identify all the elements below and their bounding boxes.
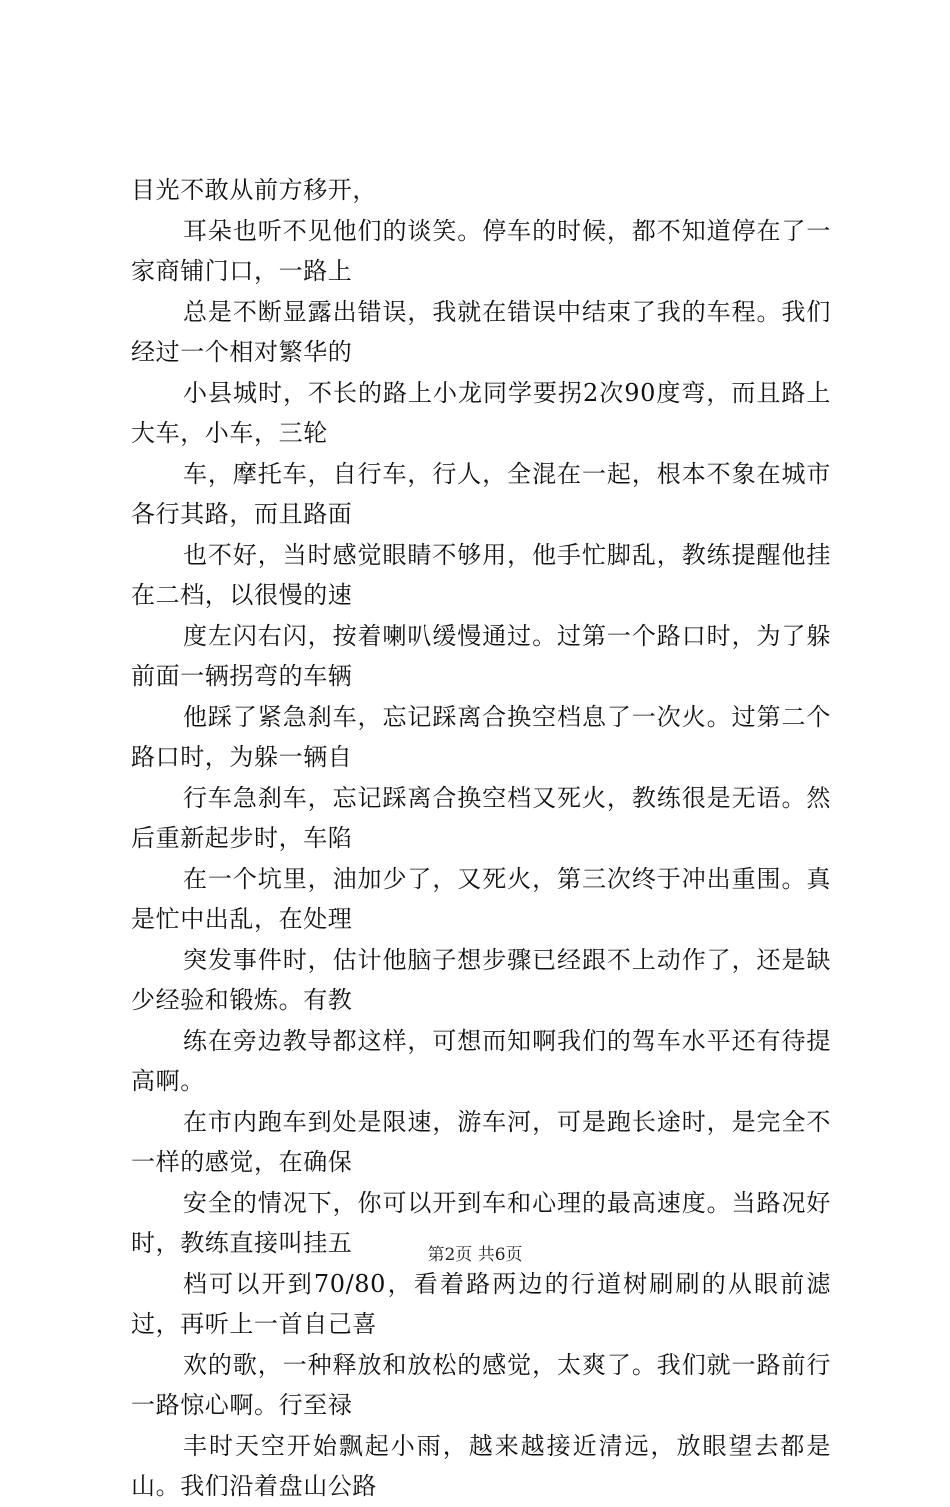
paragraph: 度左闪右闪，按着喇叭缓慢通过。过第一个路口时，为了躲前面一辆拐弯的车辆	[131, 621, 831, 690]
paragraph: 欢的歌，一种释放和放松的感觉，太爽了。我们就一路前行一路惊心啊。行至禄	[131, 1350, 831, 1419]
paragraph: 他踩了紧急刹车，忘记踩离合换空档息了一次火。过第二个路口时，为躲一辆自	[131, 702, 831, 771]
paragraph: 车，摩托车，自行车，行人，全混在一起，根本不象在城市各行其路，而且路面	[131, 459, 831, 528]
paragraph: 在市内跑车到处是限速，游车河，可是跑长途时，是完全不一样的感觉，在确保	[131, 1107, 831, 1176]
paragraph: 练在旁边教导都这样，可想而知啊我们的驾车水平还有待提高啊。	[131, 1026, 831, 1095]
paragraph: 丰时天空开始飘起小雨，越来越接近清远，放眼望去都是山。我们沿着盘山公路	[131, 1431, 831, 1500]
page-number-label: 第2页 共6页	[427, 1245, 523, 1265]
paragraph: 行车急刹车，忘记踩离合换空档又死火，教练很是无语。然后重新起步时，车陷	[131, 783, 831, 852]
paragraph: 目光不敢从前方移开，	[131, 176, 377, 204]
body-text	[131, 170, 831, 1507]
paragraph: 耳朵也听不见他们的谈笑。停车的时候，都不知道停在了一家商铺门口，一路上	[131, 216, 831, 285]
paragraph: 安全的情况下，你可以开到车和心理的最高速度。当路况好时，教练直接叫挂五	[131, 1188, 831, 1257]
paragraph: 在一个坑里，油加少了，又死火，第三次终于冲出重围。真是忙中出乱，在处理	[131, 864, 831, 933]
paragraph: 档可以开到70/80，看着路两边的行道树刷刷的从眼前滤过，再听上一首自己喜	[131, 1269, 831, 1338]
paragraph: 突发事件时，估计他脑子想步骤已经跟不上动作了，还是缺少经验和锻炼。有教	[131, 945, 831, 1014]
paragraph: 小县城时，不长的路上小龙同学要拐2次90度弯，而且路上大车，小车，三轮	[131, 378, 831, 447]
page-footer	[0, 1240, 950, 1265]
paragraph: 总是不断显露出错误，我就在错误中结束了我的车程。我们经过一个相对繁华的	[131, 297, 831, 366]
paragraph: 也不好，当时感觉眼睛不够用，他手忙脚乱，教练提醒他挂在二档，以很慢的速	[131, 540, 831, 609]
